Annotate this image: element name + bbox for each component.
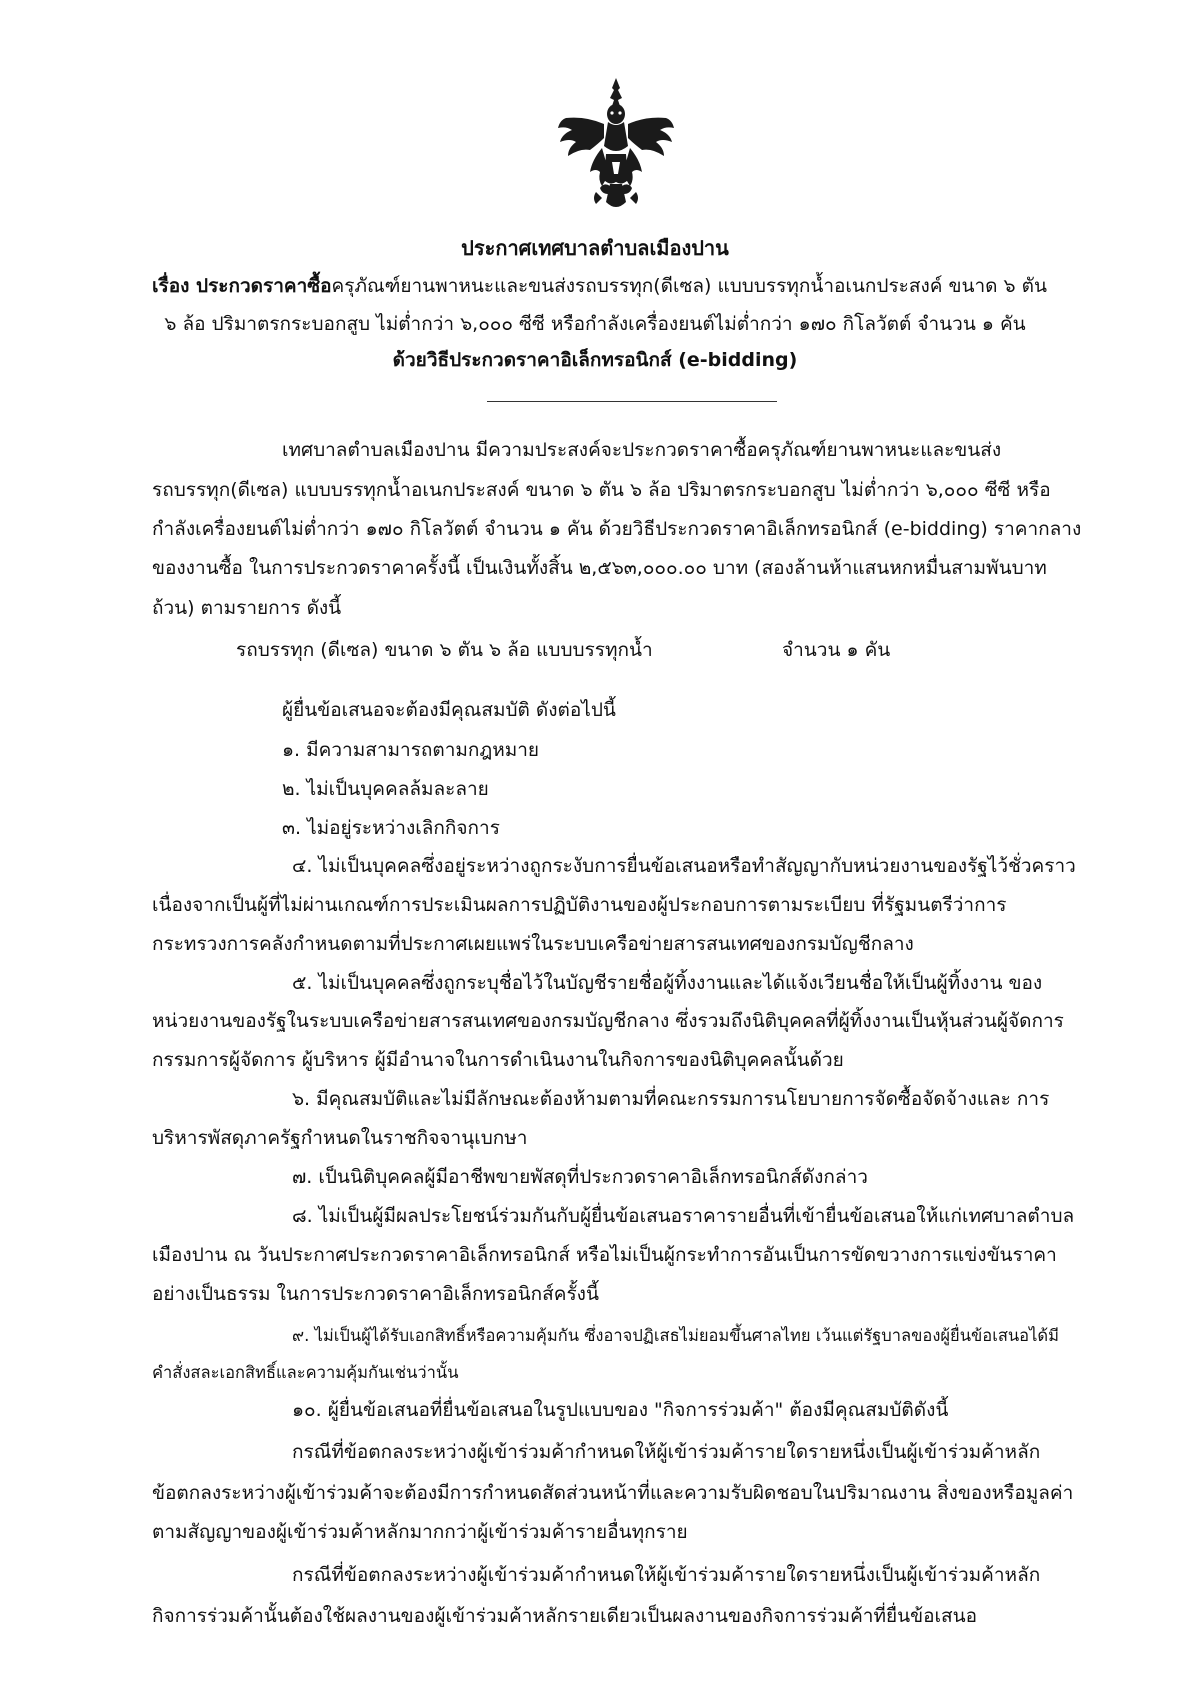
qualification-line: คำสั่งสละเอกสิทธิ์และความคุ้มกันเช่นว่านั้น: [152, 1363, 459, 1382]
subject-line-2: ๖ ล้อ ปริมาตรกระบอกสูบ ไม่ต่ำกว่า ๖,๐๐๐ ซีซี หรือกำลังเครื่องยนต์ไม่ต่ำกว่า ๑๗๐ กิโลวัตต์ จำนวน ๑ คัน: [164, 313, 1026, 335]
qualifications-heading: ผู้ยื่นข้อเสนอจะต้องมีคุณสมบัติ ดังต่อไปนี้: [282, 699, 616, 721]
subject-prefix: เรื่อง ประกวดราคาซื้อ: [152, 275, 332, 297]
subject-line-1: [152, 274, 1047, 298]
method-line: ด้วยวิธีประกวดราคาอิเล็กทรอนิกส์ (e-bidding): [392, 349, 798, 371]
intro-line-1: เทศบาลตำบลเมืองปาน มีความประสงค์จะประกวดราคาซื้อครุภัณฑ์ยานพาหนะและขนส่ง: [282, 439, 1002, 461]
qualification-line: ๓. ไม่อยู่ระหว่างเลิกกิจการ: [282, 817, 500, 839]
qualification-line: เนื่องจากเป็นผู้ที่ไม่ผ่านเกณฑ์การประเมินผลการปฏิบัติงานของผู้ประกอบการตามระเบียบ ที่รัฐมนตรีว่าการ: [152, 894, 1007, 916]
qualification-line: ๗. เป็นนิติบุคคลผู้มีอาชีพขายพัสดุที่ประกวดราคาอิเล็กทรอนิกส์ดังกล่าว: [292, 1166, 868, 1188]
announcement-title: ประกาศเทศบาลตำบลเมืองปาน: [461, 236, 729, 260]
qualification-line: บริหารพัสดุภาครัฐกำหนดในราชกิจจานุเบกษา: [152, 1127, 528, 1149]
garuda-emblem-icon: [556, 76, 676, 216]
intro-line-5: ถ้วน) ตามรายการ ดังนี้: [152, 597, 342, 619]
qualification-line: อย่างเป็นธรรม ในการประกวดราคาอิเล็กทรอนิกส์ครั้งนี้: [152, 1283, 599, 1305]
qualification-line: ๖. มีคุณสมบัติและไม่มีลักษณะต้องห้ามตามที่คณะกรรมการนโยบายการจัดซื้อจัดจ้างและ การ: [292, 1088, 1050, 1110]
qualification-line: ข้อตกลงระหว่างผู้เข้าร่วมค้าจะต้องมีการกำหนดสัดส่วนหน้าที่และความรับผิดชอบในปริมาณงาน สิ่งของหรือมูลค่า: [152, 1482, 1074, 1504]
qualification-line: เมืองปาน ณ วันประกาศประกวดราคาอิเล็กทรอนิกส์ หรือไม่เป็นผู้กระทำการอันเป็นการขัดขวางการแข่งขันราคา: [152, 1244, 1057, 1266]
qualification-line: กระทรวงการคลังกำหนดตามที่ประกาศเผยแพร่ในระบบเครือข่ายสารสนเทศของกรมบัญชีกลาง: [152, 933, 914, 955]
qualification-line: กรรมการผู้จัดการ ผู้บริหาร ผู้มีอำนาจในการดำเนินงานในกิจการของนิติบุคคลนั้นด้วย: [152, 1049, 844, 1071]
qualification-line: ๕. ไม่เป็นบุคคลซึ่งถูกระบุชื่อไว้ในบัญชีรายชื่อผู้ทิ้งงานและได้แจ้งเวียนชื่อให้เป็นผู้ทิ้งงาน ของ: [292, 972, 1043, 994]
intro-line-3: กำลังเครื่องยนต์ไม่ต่ำกว่า ๑๗๐ กิโลวัตต์ จำนวน ๑ คัน ด้วยวิธีประกวดราคาอิเล็กทรอนิกส์ (e-bidding) ราคากลาง: [152, 518, 1082, 540]
item-quantity: จำนวน ๑ คัน: [782, 639, 891, 661]
qualification-line: ตามสัญญาของผู้เข้าร่วมค้าหลักมากกว่าผู้เข้าร่วมค้ารายอื่นทุกราย: [152, 1521, 688, 1543]
qualification-line: ๒. ไม่เป็นบุคคลล้มละลาย: [282, 778, 489, 800]
qualification-line: ๑. มีความสามารถตามกฎหมาย: [282, 739, 540, 761]
qualification-line: หน่วยงานของรัฐในระบบเครือข่ายสารสนเทศของกรมบัญชีกลาง ซึ่งรวมถึงนิติบุคคลที่ผู้ทิ้งงานเป็นหุ้นส่วนผู้จัดการ: [152, 1010, 1064, 1032]
qualification-line: กิจการร่วมค้านั้นต้องใช้ผลงานของผู้เข้าร่วมค้าหลักรายเดียวเป็นผลงานของกิจการร่วมค้าที่ยื่นข้อเสนอ: [152, 1605, 977, 1627]
qualification-line: กรณีที่ข้อตกลงระหว่างผู้เข้าร่วมค้ากำหนดให้ผู้เข้าร่วมค้ารายใดรายหนึ่งเป็นผู้เข้าร่วมค้าหลัก: [292, 1564, 1041, 1586]
intro-line-2: รถบรรทุก(ดีเซล) แบบบรรทุกน้ำอเนกประสงค์ ขนาด ๖ ตัน ๖ ล้อ ปริมาตรกระบอกสูบ ไม่ต่ำกว่า ๖,๐๐๐ ซีซี หรือ: [152, 479, 1051, 501]
qualification-line: ๔. ไม่เป็นบุคคลซึ่งอยู่ระหว่างถูกระงับการยื่นข้อเสนอหรือทำสัญญากับหน่วยงานของรัฐไว้ชั่วคราว: [292, 855, 1076, 877]
qualification-line: ๙. ไม่เป็นผู้ได้รับเอกสิทธิ์หรือความคุ้มกัน ซึ่งอาจปฏิเสธไม่ยอมขึ้นศาลไทย เว้นแต่รัฐบาลของผู้ยื่นข้อเสนอได้มี: [292, 1326, 1059, 1345]
qualification-line: ๑๐. ผู้ยื่นข้อเสนอที่ยื่นข้อเสนอในรูปแบบของ "กิจการร่วมค้า" ต้องมีคุณสมบัติดังนี้: [292, 1399, 949, 1421]
qualification-line: ๘. ไม่เป็นผู้มีผลประโยชน์ร่วมกันกับผู้ยื่นข้อเสนอราคารายอื่นที่เข้ายื่นข้อเสนอให้แก่เทศบาลตำบล: [292, 1205, 1075, 1227]
title-divider: [487, 401, 777, 402]
intro-line-4: ของงานซื้อ ในการประกวดราคาครั้งนี้ เป็นเงินทั้งสิ้น ๒,๕๖๓,๐๐๐.๐๐ บาท (สองล้านห้าแสนหกหมื่นสามพันบาท: [152, 557, 1047, 579]
subject-line-1-text: ครุภัณฑ์ยานพาหนะและขนส่งรถบรรทุก(ดีเซล) แบบบรรทุกน้ำอเนกประสงค์ ขนาด ๖ ตัน: [331, 275, 1047, 297]
qualification-line: กรณีที่ข้อตกลงระหว่างผู้เข้าร่วมค้ากำหนดให้ผู้เข้าร่วมค้ารายใดรายหนึ่งเป็นผู้เข้าร่วมค้าหลัก: [292, 1441, 1041, 1463]
item-name: รถบรรทุก (ดีเซล) ขนาด ๖ ตัน ๖ ล้อ แบบบรรทุกน้ำ: [236, 639, 653, 661]
